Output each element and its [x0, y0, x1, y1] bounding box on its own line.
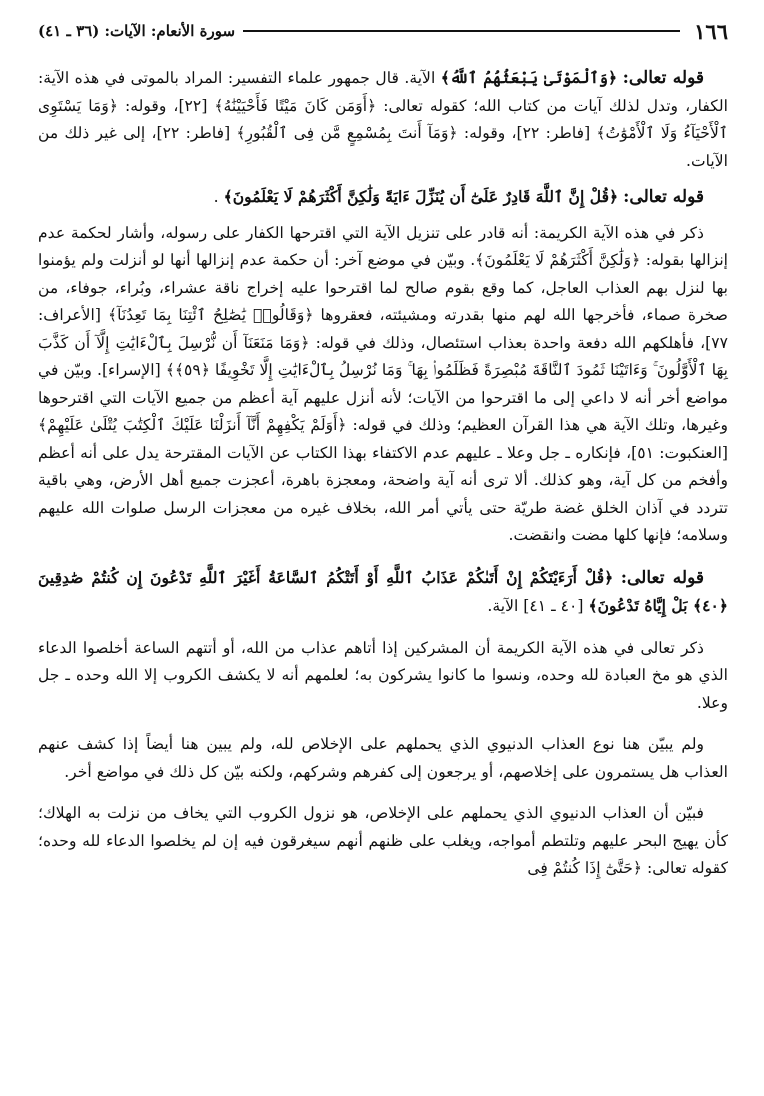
quran-quote: ﴿قُلْ إِنَّ ٱللَّهَ قَادِرٌ عَلَىٰٓ أَن يُنَزِّلَ ءَايَةً وَلَٰكِنَّ أَكْثَرَهُمْ لَا يَعْلَمُونَ﴾ — [223, 187, 619, 206]
page-body — [38, 64, 728, 883]
paragraph-text: الآية. قال جمهور علماء التفسير: المراد بالموتى في هذه الآية: الكفار، وتدل لذلك آيات من كتاب الله؛ كقوله تعالى: ﴿أَوَمَن كَانَ مَيْتًا فَأَحْيَيْنَٰهُ﴾ [٢٢]، وقوله: ﴿وَمَا يَسْتَوِى ٱلْأَحْيَآءُ وَلَا ٱلْأَمْوَٰتُ﴾ [فاطر: ٢٢]، وقوله: ﴿وَمَآ أَنتَ بِمُسْمِعٍ مَّن فِى ٱلْقُبُورِ﴾ [فاطر: ٢٢]، إلى غير ذلك من الآيات. — [38, 69, 728, 170]
quran-quote: ﴿قُلْ أَرَءَيْتَكُمْ إِنْ أَتَىٰكُمْ عَذَابُ ٱللَّهِ أَوْ أَتَتْكُمُ ٱلسَّاعَةُ أَغَيْرَ ٱللَّهِ تَدْعُونَ إِن كُنتُمْ صَٰدِقِينَ ﴿٤٠﴾ بَلْ إِيَّاهُ تَدْعُونَ﴾ — [38, 567, 728, 615]
page-header — [38, 14, 728, 48]
paragraph-6 — [38, 731, 728, 786]
paragraph-7 — [38, 800, 728, 883]
paragraph-text: ولم يبيّن هنا نوع العذاب الدنيوي الذي يحملهم على الإخلاص لله، ولم يبين هنا أيضاً إذا كشف عنهم العذاب هل يستمرون على إخلاصهم، أو يرجعون إلى كفرهم وشركهم، ولكنه بيّن كل ذلك في مواضع أخر. — [38, 735, 728, 781]
paragraph-3 — [38, 220, 728, 550]
running-head: سورة الأنعام: الآيات: (٣٦ ـ ٤١) — [38, 22, 236, 40]
paragraph-text: [٤٠ ـ ٤١] الآية. — [487, 597, 584, 615]
paragraph-text: . — [213, 188, 219, 206]
header-rule — [243, 30, 680, 32]
quran-quote: ﴿وَٱلْمَوْتَىٰ يَبْعَثُهُمُ ٱللَّهُ﴾ — [440, 68, 618, 87]
paragraph-5 — [38, 635, 728, 718]
paragraph-text: ذكر تعالى في هذه الآية الكريمة أن المشركين إذا أتاهم عذاب من الله، أو أتتهم الساعة أخلصوا الدعاء الذي هو مخ العبادة لله وحده، ونسوا ما كانوا يشركون به؛ لعلمهم أنه لا يكشف الكروب إلا الله وحده ـ جل وعلا. — [38, 638, 728, 712]
book-page — [38, 14, 728, 1086]
page-number: ١٦٦ — [694, 18, 728, 44]
paragraph-lead: قوله تعالى: — [622, 68, 704, 88]
paragraph-text: ذكر في هذه الآية الكريمة: أنه قادر على تنزيل الآية التي اقترحها الكفار على رسوله، وأشار لحكمة عدم إنزالها بقوله: ﴿وَلَٰكِنَّ أَكْثَرَهُمْ لَا يَعْلَمُونَ﴾. وبيّن في موضع آخر: أن حكمة عدم إنزالها أنها لو أنزلت ولم يؤمنوا بها لنزل بهم العذاب العاجل، كما وقع بقوم صالح لما اقترحوا عليه إخراج ناقة عشراء، وبُراء، جوفاء، من صخرة صماء، فأخرجها الله لهم منها بقدرته ومشيئته، فعقروها ﴿وَقَالُوا۟ يَٰصَٰلِحُ ٱئْتِنَا بِمَا تَعِدُنَآ﴾ [الأعراف: ٧٧]، فأهلكهم الله دفعة واحدة بعذاب استئصال، وذلك في قوله: ﴿وَمَا مَنَعَنَآ أَن نُّرْسِلَ بِٱلْءَايَٰتِ إِلَّآ أَن كَذَّبَ بِهَا ٱلْأَوَّلُونَ ۚ وَءَاتَيْنَا ثَمُودَ ٱلنَّاقَةَ مُبْصِرَةً فَظَلَمُوا۟ بِهَا ۚ وَمَا نُرْسِلُ بِٱلْءَايَٰتِ إِلَّا تَخْوِيفًا ﴿٥٩﴾﴾ [الإسراء]. وبيّن في مواضع أخر أنه لا داعي إلى ما اقترحوا من الآيات؛ لأنه أنزل عليهم آية أعظم من جميع الآيات التي اقترحوها وغيرها، وتلك الآية هي هذا القرآن العظيم؛ وذلك في قوله: ﴿أَوَلَمْ يَكْفِهِمْ أَنَّآ أَنزَلْنَا عَلَيْكَ ٱلْكِتَٰبَ يُتْلَىٰ عَلَيْهِمْ﴾ [العنكبوت: ٥١]، فإنكاره ـ جل وعلا ـ عليهم عدم الاكتفاء بهذا الكتاب عن الآيات المقترحة يدل على أنه أعظم وأفخم من كل آية، وهو كذلك. ألا ترى أنه آية واضحة، ومعجزة باهرة، أعجزت جميع أهل الأرض، وهي باقية تتردد في آذان الخلق غضة طريّة حتى يأتي أمر الله، بخلاف غيره من معجزات الرسل صلوات الله عليهم وسلامه؛ فإنها كلها مضت وانقضت. — [38, 223, 728, 544]
paragraph-4 — [38, 564, 728, 621]
paragraph-lead: قوله تعالى: — [620, 567, 704, 588]
paragraph-text: فبيّن أن العذاب الدنيوي الذي يحملهم على الإخلاص، هو نزول الكروب التي يخاف من نزلت به الهلاك؛ كأن يهيج البحر عليهم وتلتطم أمواجه، ويغلب على ظنهم أنهم سيغرقون فيه إن لم يخلصوا الدعاء لله وحده؛ كقوله تعالى: ﴿حَتَّىٰٓ إِذَا كُنتُمْ فِى — [38, 804, 728, 877]
paragraph-2 — [38, 183, 728, 212]
paragraph-lead: قوله تعالى: — [623, 187, 704, 207]
paragraph-1 — [38, 64, 728, 175]
